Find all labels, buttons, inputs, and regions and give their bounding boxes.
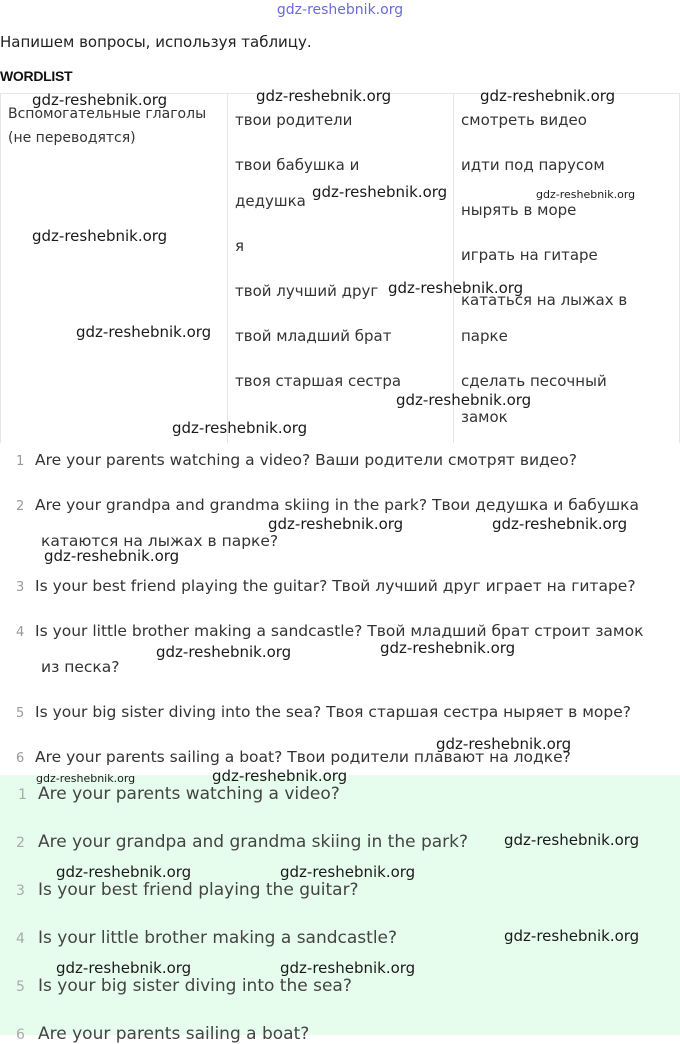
table-cell-aux: (не переводятся) [8, 130, 136, 146]
table-cell-action: играть на гитаре [461, 246, 598, 264]
table-cell-action: сделать песочный [461, 372, 607, 390]
watermark: gdz-reshebnik.org [388, 279, 524, 297]
watermark: gdz-reshebnik.org [504, 927, 640, 945]
question-line: катаются на лыжах в парке? [41, 532, 279, 550]
table-cell-subject: твой лучший друг [235, 282, 379, 300]
answer-line: Are your parents sailing a boat? [38, 1024, 310, 1044]
table-cell-action: парке [461, 327, 508, 345]
table-cell-action: замок [461, 408, 508, 426]
question-number: 2 [16, 499, 25, 514]
table-cell-subject: твой младший брат [235, 327, 392, 345]
question-line: Is your big sister diving into the sea? Твоя старшая сестра ныряет в море? [35, 703, 631, 721]
question-line: Are your grandpa and grandma skiing in the park? Твои дедушка и бабушка [35, 496, 640, 514]
answer-number: 5 [16, 979, 25, 995]
table-cell-subject: твоя старшая сестра [235, 372, 402, 390]
watermark: gdz-reshebnik.org [172, 419, 308, 437]
answer-number: 3 [16, 883, 25, 899]
table-cell-action: смотреть видео [461, 111, 587, 129]
table-cell-action: нырять в море [461, 201, 577, 219]
question-number: 5 [16, 706, 25, 721]
watermark: gdz-reshebnik.org [504, 831, 640, 849]
answer-line: Are your grandpa and grandma skiing in the park? [38, 832, 469, 852]
question-line: Is your best friend playing the guitar? Твой лучший друг играет на гитаре? [35, 577, 636, 595]
answers-block [0, 775, 680, 1035]
watermark: gdz-reshebnik.org [436, 735, 572, 753]
site-title[interactable]: gdz-reshebnik.org [276, 2, 404, 18]
question-number: 6 [16, 751, 25, 766]
watermark: gdz-reshebnik.org [76, 323, 212, 341]
table-cell-subject: твои бабушка и [235, 156, 360, 174]
question-line: Is your little brother making a sandcastle? Твой младший брат строит замок [35, 622, 644, 640]
watermark: gdz-reshebnik.org [32, 91, 168, 109]
question-number: 1 [16, 454, 25, 469]
watermark: gdz-reshebnik.org [156, 643, 292, 661]
answer-number: 6 [16, 1027, 25, 1043]
answer-line: Is your big sister diving into the sea? [38, 976, 352, 996]
watermark: gdz-reshebnik.org [312, 183, 448, 201]
table-cell-action: идти под парусом [461, 156, 605, 174]
question-line: Are your parents watching a video? Ваши родители смотрят видео? [35, 451, 578, 469]
answer-number: 2 [16, 835, 25, 851]
watermark: gdz-reshebnik.org [56, 863, 192, 881]
watermark: gdz-reshebnik.org [380, 639, 516, 657]
watermark: gdz-reshebnik.org [280, 959, 416, 977]
answer-number: 1 [18, 787, 27, 803]
watermark: gdz-reshebnik.org [212, 767, 348, 785]
table-cell-subject: дедушка [235, 192, 306, 210]
watermark: gdz-reshebnik.org [492, 515, 628, 533]
answer-line: Is your little brother making a sandcastle? [38, 928, 398, 948]
watermark: gdz-reshebnik.org [536, 188, 636, 201]
table-divider [0, 93, 1, 443]
watermark: gdz-reshebnik.org [44, 547, 180, 565]
table-cell-subject: твои родители [235, 111, 353, 129]
table-divider [227, 93, 228, 443]
watermark: gdz-reshebnik.org [56, 959, 192, 977]
watermark: gdz-reshebnik.org [36, 772, 136, 785]
answer-line: Are your parents watching a video? [38, 784, 340, 804]
question-number: 4 [16, 625, 25, 640]
table-cell-subject: я [235, 237, 245, 255]
table-cell-action: кататься на лыжах в [461, 291, 628, 309]
wordlist-heading: WORDLIST [0, 68, 73, 84]
watermark: gdz-reshebnik.org [280, 863, 416, 881]
watermark: gdz-reshebnik.org [256, 87, 392, 105]
answer-line: Is your best friend playing the guitar? [38, 880, 359, 900]
answer-number: 4 [16, 931, 25, 947]
question-line: из песка? [41, 658, 120, 676]
question-number: 3 [16, 580, 25, 595]
watermark: gdz-reshebnik.org [396, 391, 532, 409]
watermark: gdz-reshebnik.org [480, 87, 616, 105]
watermark: gdz-reshebnik.org [32, 227, 168, 245]
watermark: gdz-reshebnik.org [268, 515, 404, 533]
question-line: Are your parents sailing a boat? Твои родители плавают на лодке? [35, 748, 571, 766]
instruction-text: Напишем вопросы, используя таблицу. [0, 33, 312, 51]
table-cell-aux: Вспомогательные глаголы [8, 106, 207, 122]
